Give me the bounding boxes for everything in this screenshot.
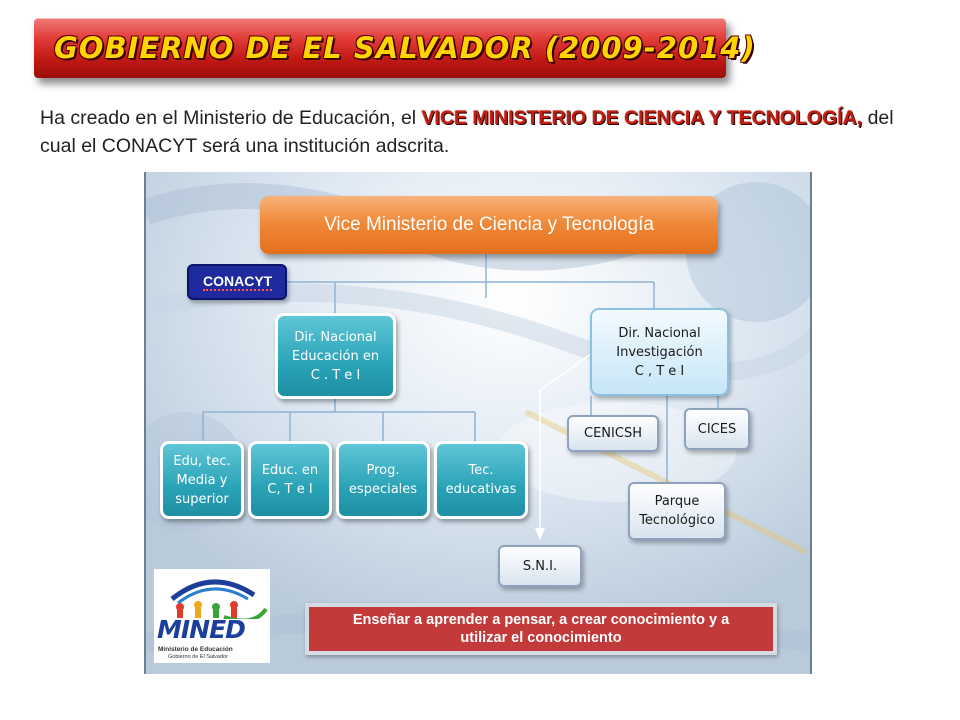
educ-cti-line1: Educ. en [261,463,319,478]
mined-logo-line2: Gobierno de El Salvador [168,654,228,660]
tec-educativas-line1: Tec. [468,463,494,478]
dir-educacion-line3: C . T e I [310,367,361,383]
educ-cti-line2: C, T e I [267,482,313,497]
mined-logo [154,569,270,663]
prog-especiales-line2: especiales [348,482,418,497]
tec-educativas-line2: educativas [445,482,517,497]
dir-educacion-box [275,313,396,399]
cenicsh-box: CENICSH [567,415,659,452]
vice-ministerio-box: Vice Ministerio de Ciencia y Tecnología [260,196,718,254]
motto-box [305,603,777,655]
motto-line2: utilizar el conocimiento [460,630,622,646]
dir-educacion-line1: Dir. Nacional [294,329,377,345]
educ-cti-box [248,441,332,519]
motto-line1: Enseñar a aprender a pensar, a crear conocimiento y a [352,612,730,628]
dir-investigacion-line2: Investigación [616,344,703,360]
mined-logo-wordmark: MINED [157,615,245,644]
sni-box: S.N.I. [498,545,582,587]
parque-tecnologico-box [628,482,726,540]
intro-text-end: del cual el CONACYT será una institución adscrita. [40,107,894,157]
dir-investigacion-line3: C , T e I [634,363,685,379]
page-title: GOBIERNO DE EL SALVADOR (2009-2014) [54,31,756,65]
dir-educacion-line2: Educación en [291,348,380,364]
prog-especiales-line1: Prog. [366,463,400,478]
conacyt-box [187,264,287,300]
intro-highlight: VICE MINISTERIO DE CIENCIA Y TECNOLOGÍA, [421,107,863,129]
cices-box: CICES [684,408,750,450]
dir-investigacion-box [590,308,729,396]
edu-tec-line1: Edu, tec. [173,453,231,469]
parque-line2: Tecnológico [639,513,715,528]
parque-line1: Parque [654,494,700,509]
tec-educativas-box [434,441,528,519]
mined-logo-line1: Ministerio de Educación [158,646,233,653]
intro-text-start: Ha creado en el Ministerio de Educación, el [40,107,422,129]
prog-especiales-box [336,441,430,519]
edu-tec-line3: superior [175,491,229,507]
edu-tec-line2: Media y [176,472,228,488]
mined-logo-graphic [154,569,270,619]
conacyt-label: CONACYT [203,273,273,289]
dir-investigacion-line1: Dir. Nacional [618,325,701,341]
edu-tec-box [160,441,244,519]
